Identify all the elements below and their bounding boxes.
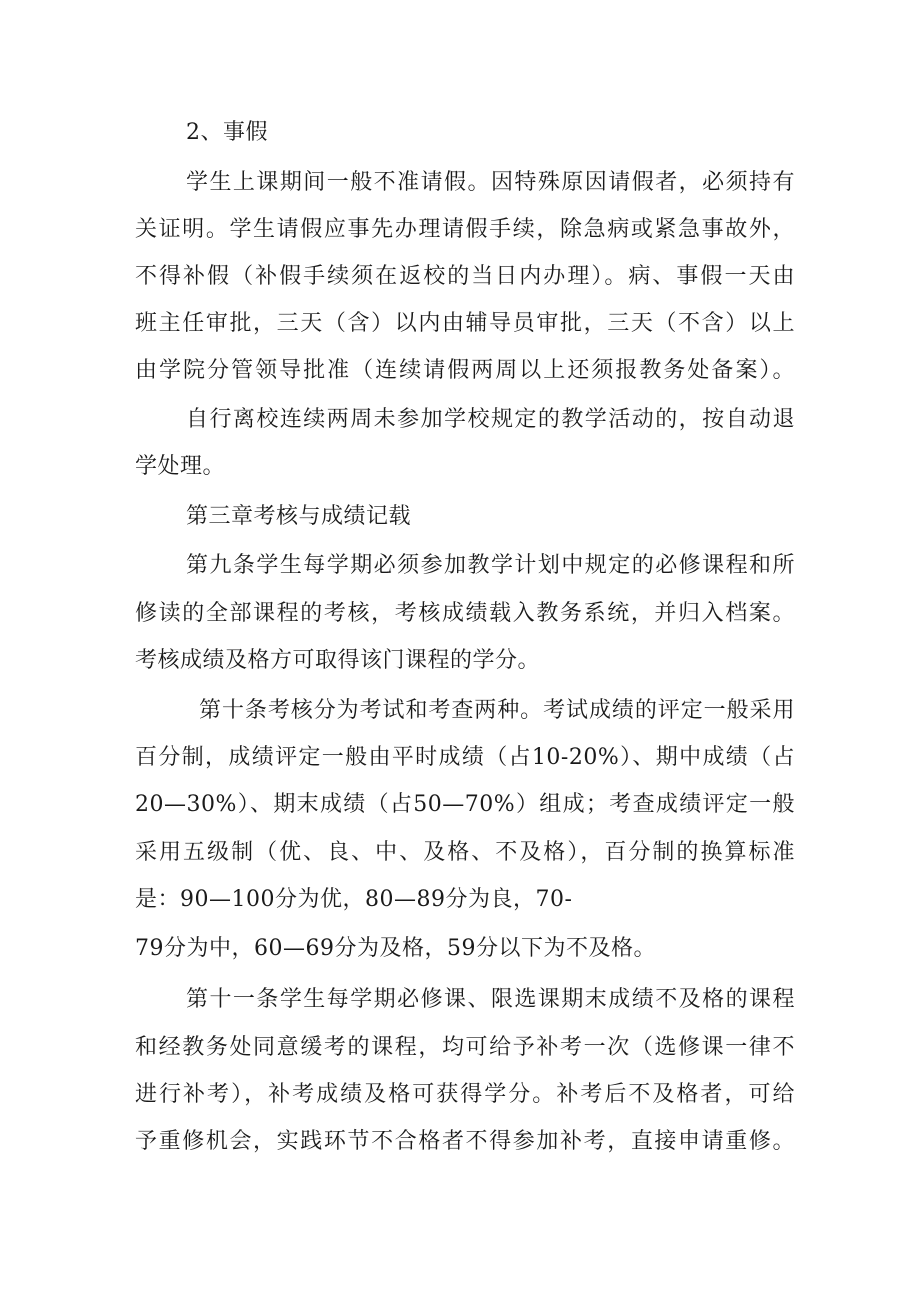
paragraph-line: 予重修机会，实践环节不合格者不得参加补考，直接申请重修。	[135, 1129, 795, 1154]
paragraph-line: 关证明。学生请假应事先办理请假手续，除急病或紧急事故外，	[135, 217, 795, 242]
paragraph-line: 进行补考），补考成绩及格可获得学分。补考后不及格者，可给	[135, 1082, 795, 1107]
paragraph-line: 第十条考核分为考试和考查两种。考试成绩的评定一般采用	[199, 698, 795, 723]
paragraph-line: 不得补假（补假手续须在返校的当日内办理）。病、事假一天由	[135, 264, 795, 289]
paragraph-line: 修读的全部课程的考核，考核成绩载入教务系统，并归入档案。	[135, 601, 795, 626]
paragraph-line: 和经教务处同意缓考的课程，均可给予补考一次（选修课一律不	[135, 1035, 795, 1060]
paragraph-line: 采用五级制（优、良、中、及格、不及格），百分制的换算标准	[135, 840, 795, 865]
paragraph-line: 20—30%）、期末成绩（占50—70%）组成；考查成绩评定一般	[135, 792, 795, 817]
paragraph-line: 班主任审批，三天（含）以内由辅导员审批，三天（不含）以上	[135, 311, 795, 336]
paragraph-line: 学处理。	[135, 454, 226, 479]
chapter-heading: 第三章考核与成绩记载	[186, 504, 412, 529]
paragraph-line: 自行离校连续两周未参加学校规定的教学活动的，按自动退	[186, 407, 795, 432]
paragraph-line: 百分制，成绩评定一般由平时成绩（占10-20%）、期中成绩（占	[135, 745, 795, 770]
paragraph-line: 学生上课期间一般不准请假。因特殊原因请假者，必须持有	[186, 170, 795, 195]
section-heading-personal-leave: 2、事假	[186, 120, 268, 145]
paragraph-line: 79分为中，60—69分为及格，59分以下为不及格。	[135, 936, 656, 961]
paragraph-line: 第十一条学生每学期必修课、限选课期末成绩不及格的课程	[186, 987, 795, 1012]
paragraph-line: 是：90—100分为优，80—89分为良，70-	[135, 887, 573, 912]
paragraph-line: 第九条学生每学期必须参加教学计划中规定的必修课程和所	[186, 553, 795, 578]
paragraph-line: 由学院分管领导批准（连续请假两周以上还须报教务处备案）。	[135, 358, 795, 383]
paragraph-line: 考核成绩及格方可取得该门课程的学分。	[135, 648, 541, 673]
